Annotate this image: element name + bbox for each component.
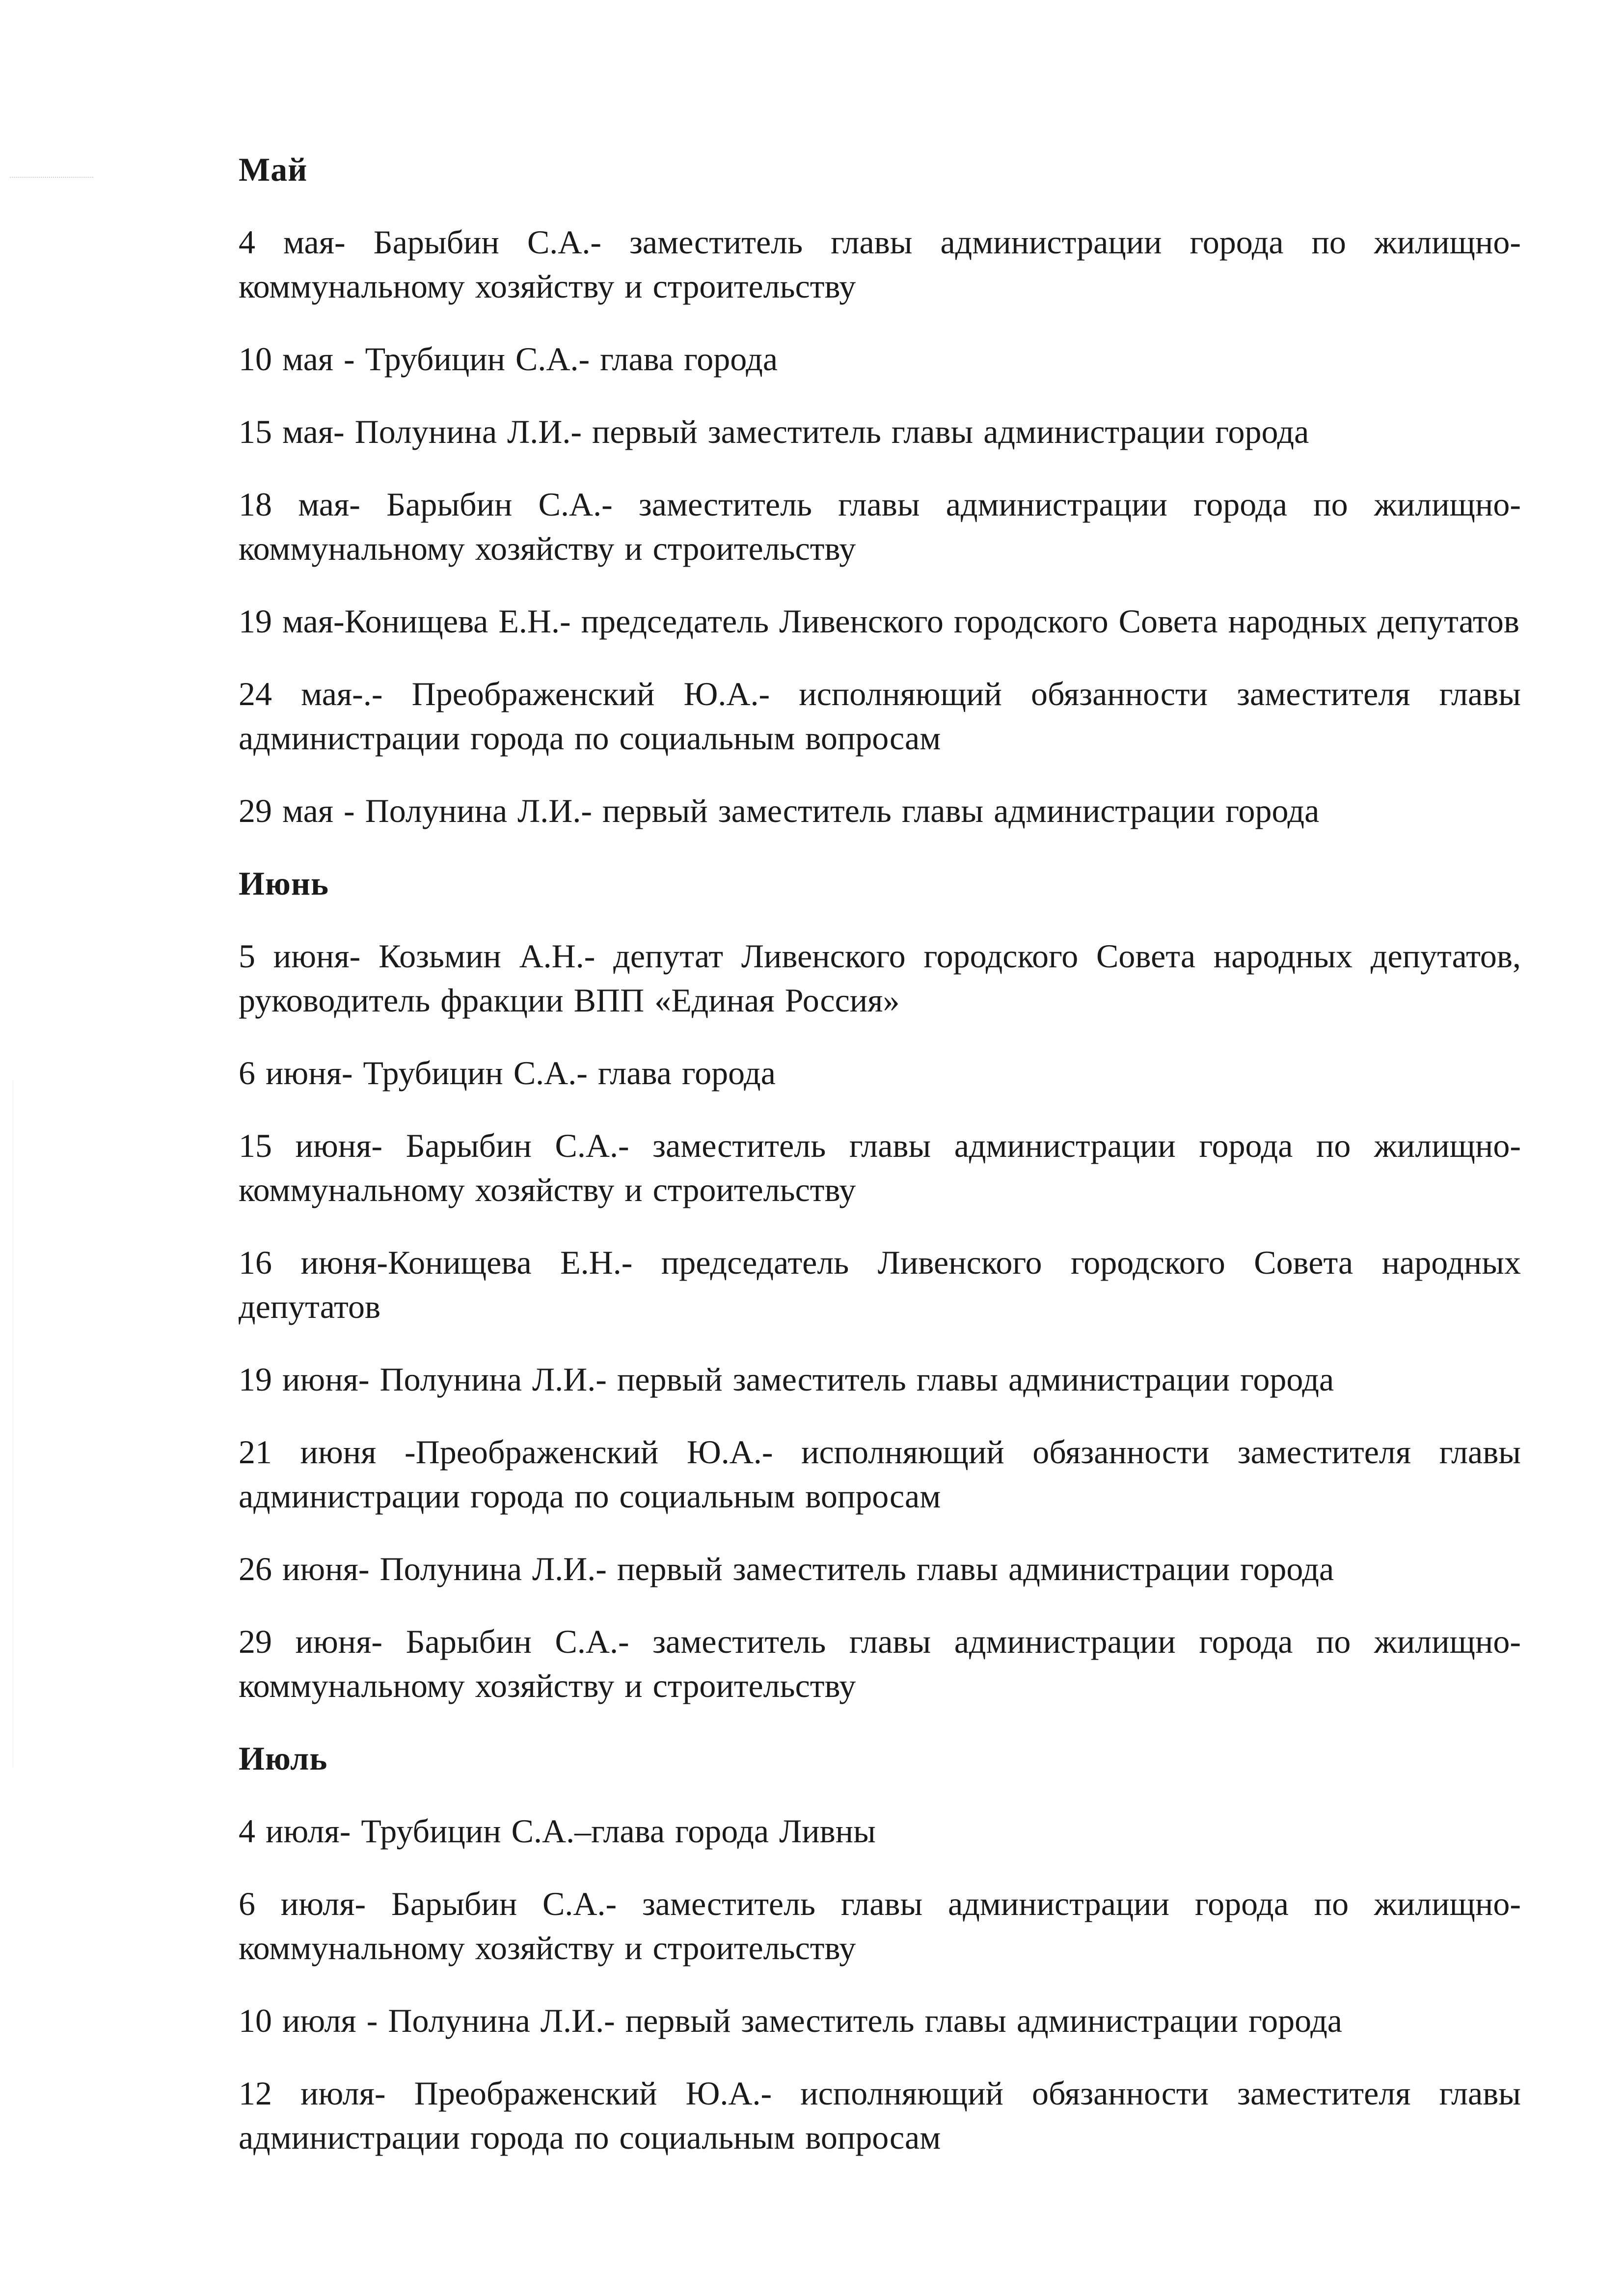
schedule-entry: 10 июля - Полунина Л.И.- первый заместитель главы администрации города — [239, 2002, 1342, 2039]
schedule-entry: 6 июня- Трубицин С.А.- глава города — [239, 1054, 776, 1092]
month-heading-july: Июль — [239, 1740, 328, 1777]
schedule-entry: 24 мая-.- Преображенский Ю.А.- исполняющий обязанности заместителя главы администрации города по социальным вопросам — [239, 675, 1521, 757]
schedule-entry: 29 июня- Барыбин С.А.- заместитель главы администрации города по жилищно-коммунальному хозяйству и строительству — [239, 1623, 1521, 1704]
schedule-entry: 18 мая- Барыбин С.А.- заместитель главы администрации города по жилищно-коммунальному хозяйству и строительству — [239, 486, 1521, 567]
scan-artifact — [10, 177, 93, 179]
month-heading-june: Июнь — [239, 865, 329, 902]
schedule-entry: 12 июля- Преображенский Ю.А.- исполняющий обязанности заместителя главы администрации города по социальным вопросам — [239, 2075, 1521, 2156]
schedule-entry: 19 мая-Конищева Е.Н.- председатель Ливенского городского Совета народных депутатов — [239, 602, 1519, 640]
schedule-entry: 19 июня- Полунина Л.И.- первый заместитель главы администрации города — [239, 1361, 1334, 1398]
schedule-entry: 4 июля- Трубицин С.А.–глава города Ливны — [239, 1812, 876, 1850]
month-heading-may: Май — [239, 151, 308, 188]
schedule-entry: 15 мая- Полунина Л.И.- первый заместитель главы администрации города — [239, 413, 1309, 450]
schedule-entry: 16 июня-Конищева Е.Н.- председатель Ливенского городского Совета народных депутатов — [239, 1244, 1521, 1325]
schedule-entry: 4 мая- Барыбин С.А.- заместитель главы администрации города по жилищно-коммунальному хозяйству и строительству — [239, 223, 1521, 305]
schedule-entry: 5 июня- Козьмин А.Н.- депутат Ливенского городского Совета народных депутатов, руководитель фракции ВПП «Единая Россия» — [239, 937, 1521, 1019]
schedule-entry: 26 июня- Полунина Л.И.- первый заместитель главы администрации города — [239, 1550, 1334, 1587]
document-body — [239, 147, 1521, 2188]
schedule-entry: 6 июля- Барыбин С.А.- заместитель главы администрации города по жилищно-коммунальному хозяйству и строительству — [239, 1885, 1521, 1967]
schedule-entry: 15 июня- Барыбин С.А.- заместитель главы администрации города по жилищно-коммунальному хозяйству и строительству — [239, 1127, 1521, 1208]
schedule-entry: 29 мая - Полунина Л.И.- первый заместитель главы администрации города — [239, 792, 1320, 829]
schedule-entry: 21 июня -Преображенский Ю.А.- исполняющий обязанности заместителя главы администрации города по социальным вопросам — [239, 1433, 1521, 1515]
schedule-entry: 10 мая - Трубицин С.А.- глава города — [239, 340, 778, 378]
